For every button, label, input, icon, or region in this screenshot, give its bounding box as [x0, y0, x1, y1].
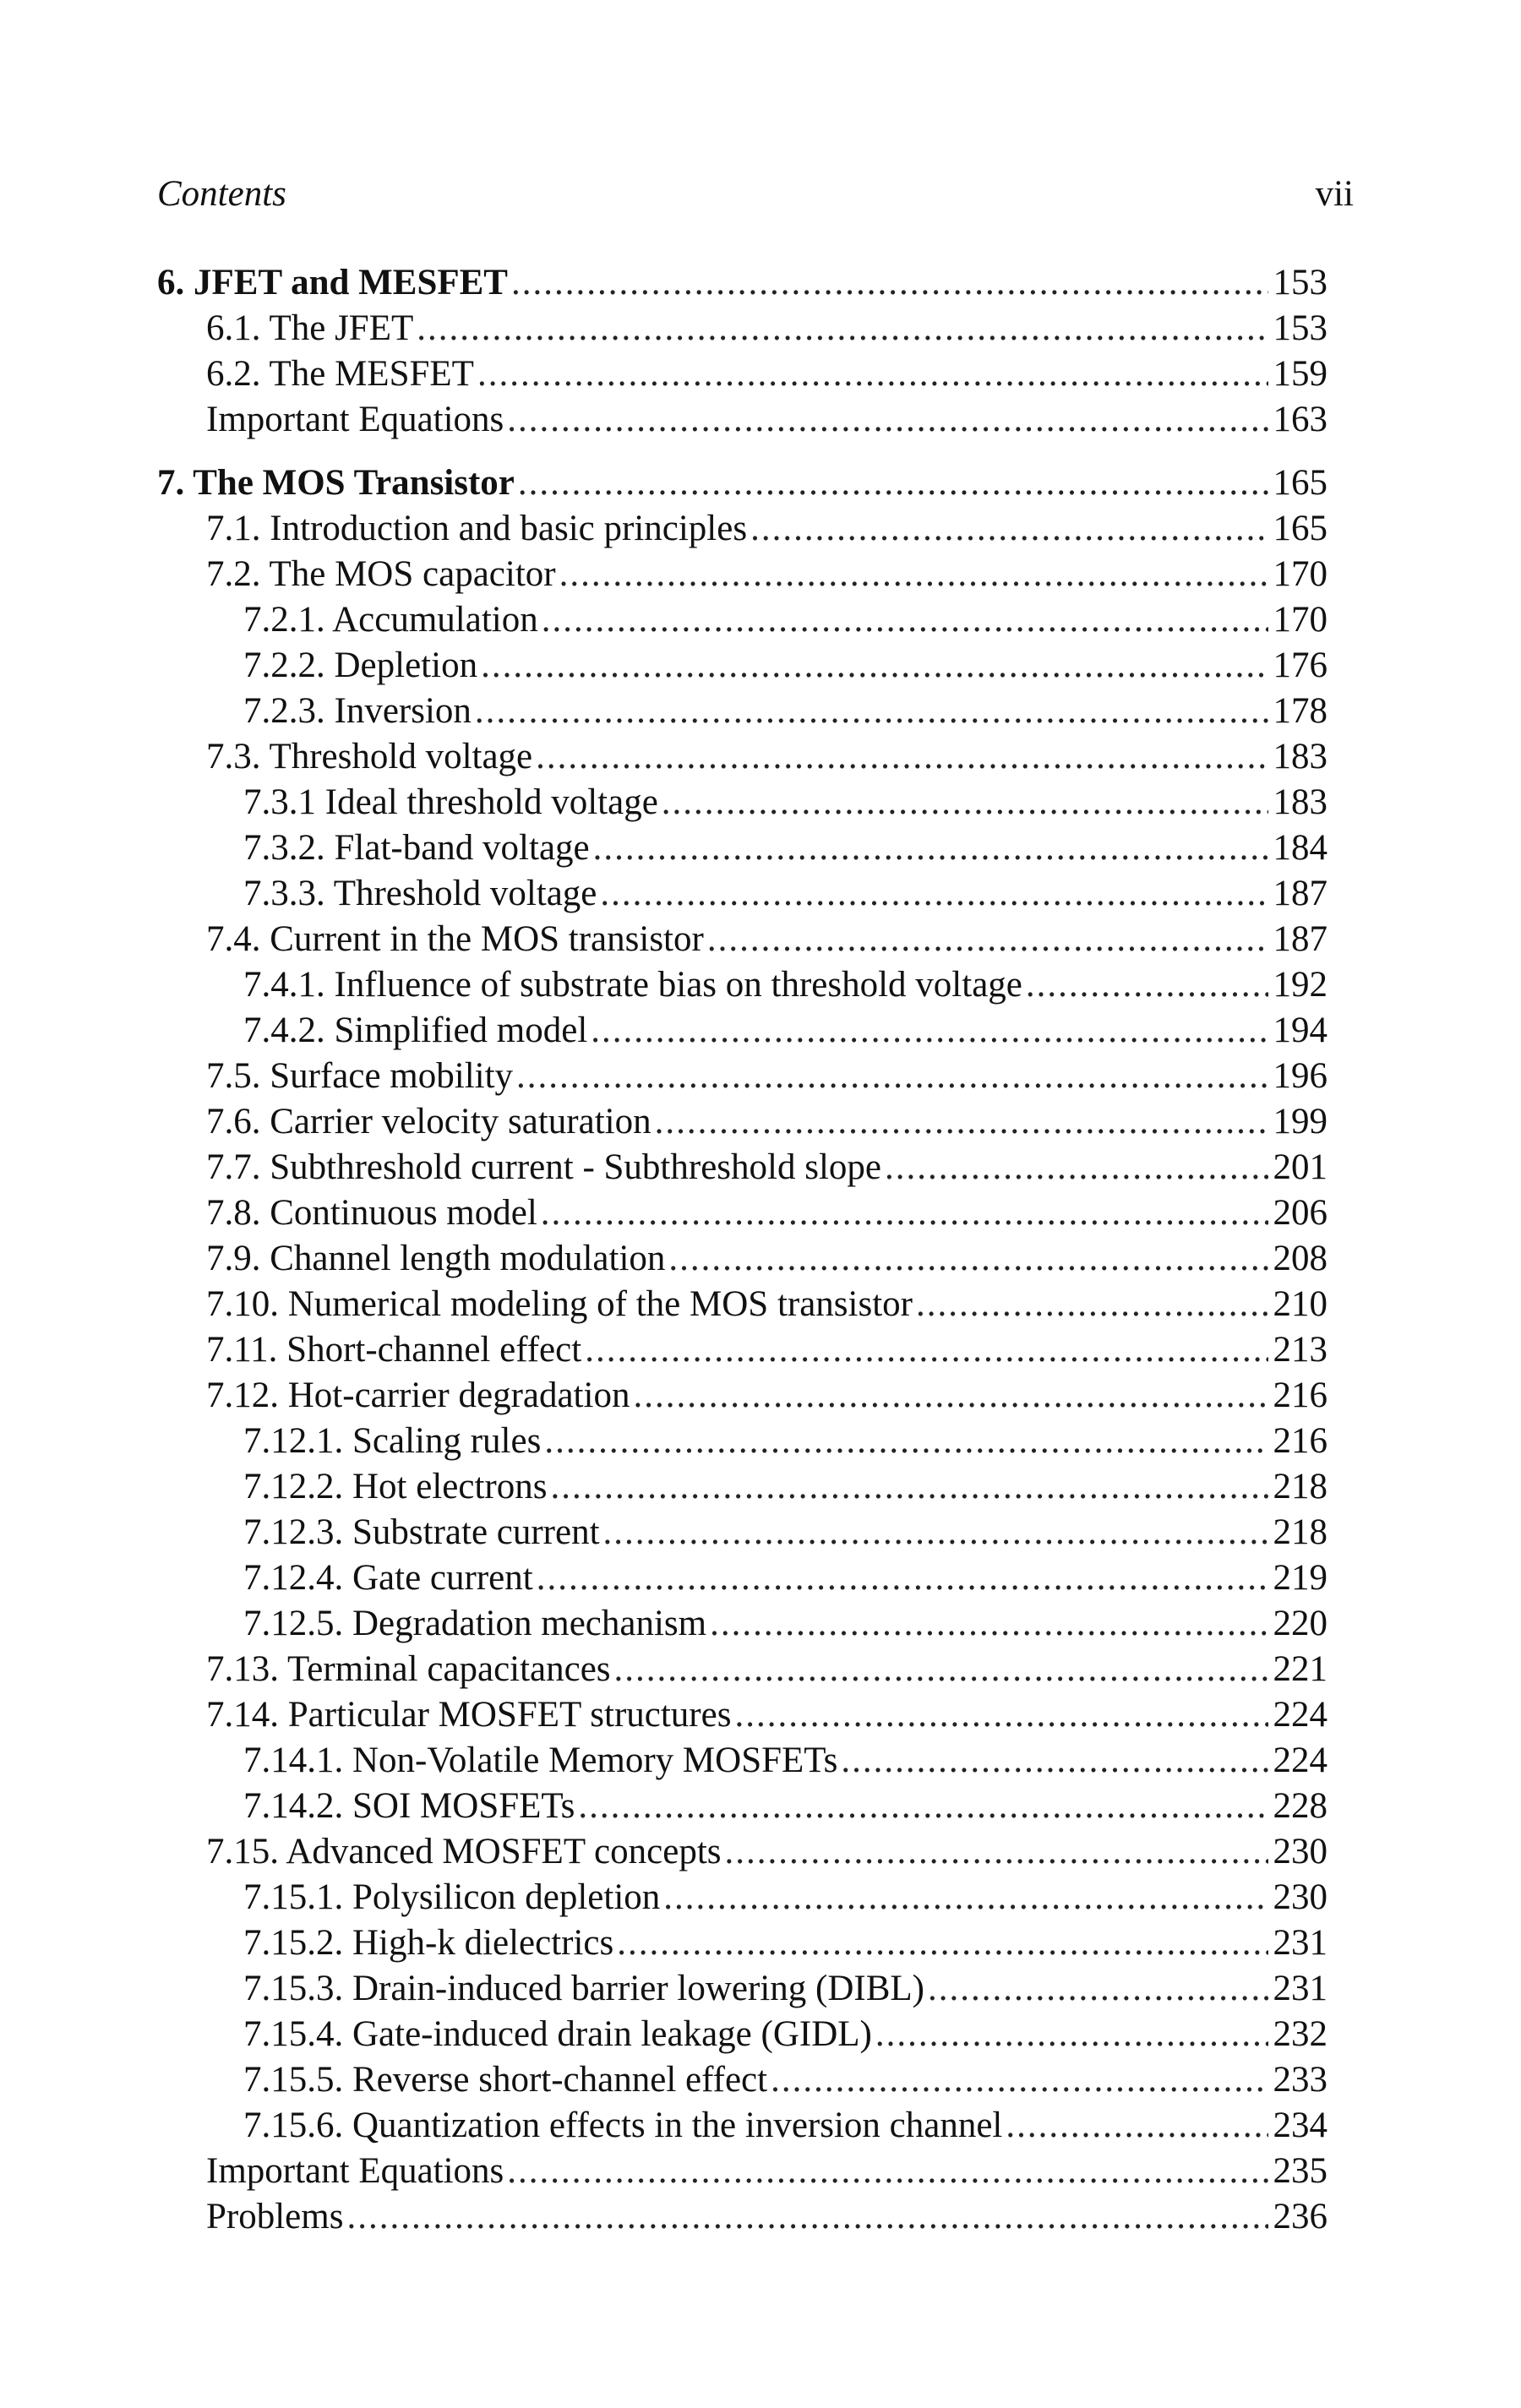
leader-dots: [578, 1784, 1268, 1829]
toc-entry-label: 7.12.4. Gate current: [243, 1558, 533, 1598]
toc-section: [157, 1282, 1327, 1327]
leader-dots: [916, 1282, 1268, 1327]
toc-subsection: [157, 597, 1327, 643]
toc-subsection: [157, 1601, 1327, 1647]
leader-dots: [541, 1190, 1268, 1236]
leader-dots: [593, 825, 1268, 871]
running-header-title: Contents: [157, 174, 286, 214]
toc-chapter: [157, 460, 1327, 506]
toc-section: [157, 397, 1327, 443]
leader-dots: [537, 1555, 1268, 1601]
toc-entry-page: 234: [1273, 2106, 1327, 2145]
toc-entry-page: 219: [1273, 1558, 1327, 1598]
toc-section: [157, 1054, 1327, 1099]
toc-section: [157, 2149, 1327, 2194]
toc-entry-page: 163: [1273, 400, 1327, 439]
toc-entry-page: 153: [1273, 308, 1327, 348]
leader-dots: [481, 643, 1268, 689]
toc-entry-label: Problems: [206, 2197, 344, 2236]
toc-entry-page: 224: [1273, 1695, 1327, 1735]
toc-entry-label: 7.8. Continuous model: [206, 1193, 537, 1233]
leader-dots: [585, 1327, 1268, 1373]
toc-entry-label: 7.2.3. Inversion: [243, 691, 472, 731]
toc-section: [157, 1647, 1327, 1692]
toc-entry-page: 184: [1273, 828, 1327, 868]
toc-entry-page: 187: [1273, 919, 1327, 959]
leader-dots: [603, 1510, 1268, 1555]
toc-entry-label: 7.12.3. Substrate current: [243, 1512, 600, 1552]
toc-entry-label: 7.3.1 Ideal threshold voltage: [243, 782, 658, 822]
toc-section: [157, 1829, 1327, 1875]
toc-entry-page: 159: [1273, 354, 1327, 394]
toc-entry-label: 7.10. Numerical modeling of the MOS transistor: [206, 1284, 913, 1324]
toc-entry-label: 7.4. Current in the MOS transistor: [206, 919, 704, 959]
toc-entry-page: 231: [1273, 1923, 1327, 1963]
toc-section: [157, 734, 1327, 780]
toc-entry-label: 7.3.2. Flat-band voltage: [243, 828, 590, 868]
toc-entry-page: 231: [1273, 1969, 1327, 2008]
toc-entry-label: 6.1. The JFET: [206, 308, 414, 348]
toc-entry-label: 7.15.3. Drain-induced barrier lowering (DIBL): [243, 1969, 924, 2008]
leader-dots: [734, 1692, 1268, 1738]
toc-entry-page: 224: [1273, 1741, 1327, 1780]
toc-subsection: [157, 1966, 1327, 2012]
toc-entry-page: 192: [1273, 965, 1327, 1005]
toc-entry-label: 7.12. Hot-carrier degradation: [206, 1376, 630, 1415]
toc-section: [157, 351, 1327, 397]
toc-entry-page: 178: [1273, 691, 1327, 731]
leader-dots: [663, 1875, 1268, 1920]
toc-subsection: [157, 1464, 1327, 1510]
toc-entry-page: 221: [1273, 1649, 1327, 1689]
toc-entry-label: 7.4.2. Simplified model: [243, 1011, 588, 1050]
leader-dots: [542, 597, 1268, 643]
toc-subsection: [157, 2103, 1327, 2149]
toc-entry-page: 194: [1273, 1011, 1327, 1050]
toc-subsection: [157, 1510, 1327, 1555]
toc-entry-label: 7.1. Introduction and basic principles: [206, 509, 748, 548]
toc-entry-label: 6. JFET and MESFET: [157, 263, 508, 302]
leader-dots: [617, 1920, 1268, 1966]
leader-dots: [511, 260, 1268, 306]
leader-dots: [559, 552, 1268, 597]
toc-section: [157, 917, 1327, 962]
toc-entry-page: 196: [1273, 1056, 1327, 1096]
toc-section: [157, 506, 1327, 552]
toc-section: [157, 1692, 1327, 1738]
toc-entry-label: 7.14.1. Non-Volatile Memory MOSFETs: [243, 1741, 838, 1780]
toc-entry-page: 216: [1273, 1376, 1327, 1415]
toc-entry-label: 7.4.1. Influence of substrate bias on threshold voltage: [243, 965, 1022, 1005]
toc-entry-page: 218: [1273, 1467, 1327, 1506]
leader-dots: [771, 2057, 1268, 2103]
leader-dots: [544, 1419, 1268, 1464]
toc-section: [157, 1099, 1327, 1145]
toc-entry-page: 206: [1273, 1193, 1327, 1233]
leader-dots: [710, 1601, 1268, 1647]
toc-entry-label: 7.3. Threshold voltage: [206, 737, 533, 776]
leader-dots: [516, 1054, 1268, 1099]
toc-entry-label: 6.2. The MESFET: [206, 354, 474, 394]
leader-dots: [550, 1464, 1268, 1510]
toc-entry-label: 7.13. Terminal capacitances: [206, 1649, 611, 1689]
toc-entry-label: 7.11. Short-channel effect: [206, 1330, 582, 1370]
toc-entry-page: 210: [1273, 1284, 1327, 1324]
toc-subsection: [157, 871, 1327, 917]
toc-entry-page: 187: [1273, 874, 1327, 913]
page-header: [157, 169, 1354, 220]
toc-subsection: [157, 780, 1327, 825]
toc-section: [157, 1145, 1327, 1190]
leader-dots: [655, 1099, 1268, 1145]
toc-subsection: [157, 1555, 1327, 1601]
leader-dots: [885, 1145, 1268, 1190]
toc-section: [157, 306, 1327, 351]
toc-entry-label: 7. The MOS Transistor: [157, 463, 515, 503]
toc-entry-label: 7.15.6. Quantization effects in the inversion channel: [243, 2106, 1003, 2145]
toc-entry-page: 230: [1273, 1832, 1327, 1871]
toc-section: [157, 2194, 1327, 2240]
toc-entry-label: 7.14.2. SOI MOSFETs: [243, 1786, 575, 1826]
toc-entry-label: 7.3.3. Threshold voltage: [243, 874, 597, 913]
toc-entry-page: 228: [1273, 1786, 1327, 1826]
toc-entry-page: 165: [1273, 509, 1327, 548]
leader-dots: [417, 306, 1268, 351]
toc-subsection: [157, 1419, 1327, 1464]
toc-entry-page: 199: [1273, 1102, 1327, 1141]
toc-entry-page: 216: [1273, 1421, 1327, 1461]
toc-subsection: [157, 1738, 1327, 1784]
toc-subsection: [157, 1008, 1327, 1054]
toc-subsection: [157, 2057, 1327, 2103]
toc-entry-label: 7.9. Channel length modulation: [206, 1239, 666, 1278]
leader-dots: [1026, 962, 1268, 1008]
toc-entry-label: 7.15.2. High-k dielectrics: [243, 1923, 614, 1963]
toc-entry-label: Important Equations: [206, 400, 504, 439]
toc-entry-page: 218: [1273, 1512, 1327, 1552]
toc-entry-page: 220: [1273, 1604, 1327, 1643]
toc-entry-label: 7.15.1. Polysilicon depletion: [243, 1877, 661, 1917]
toc-entry-page: 230: [1273, 1877, 1327, 1917]
toc-entry-page: 183: [1273, 782, 1327, 822]
toc-entry-page: 201: [1273, 1147, 1327, 1187]
toc-subsection: [157, 2012, 1327, 2057]
toc-entry-page: 183: [1273, 737, 1327, 776]
toc-entry-page: 170: [1273, 600, 1327, 640]
toc-entry-label: 7.12.5. Degradation mechanism: [243, 1604, 707, 1643]
toc-entry-page: 213: [1273, 1330, 1327, 1370]
toc-chapter: [157, 260, 1327, 306]
toc-subsection: [157, 1784, 1327, 1829]
leader-dots: [725, 1829, 1268, 1875]
table-of-contents: [157, 260, 1327, 2240]
toc-entry-label: 7.12.2. Hot electrons: [243, 1467, 548, 1506]
leader-dots: [875, 2012, 1268, 2057]
leader-dots: [1006, 2103, 1268, 2149]
leader-dots: [475, 689, 1268, 734]
toc-entry-label: 7.2.2. Depletion: [243, 646, 478, 685]
leader-dots: [536, 734, 1268, 780]
toc-entry-label: 7.2.1. Accumulation: [243, 600, 538, 640]
toc-subsection: [157, 825, 1327, 871]
leader-dots: [507, 2149, 1268, 2194]
leader-dots: [668, 1236, 1268, 1282]
toc-entry-label: 7.14. Particular MOSFET structures: [206, 1695, 732, 1735]
leader-dots: [518, 460, 1268, 506]
toc-section: [157, 1327, 1327, 1373]
toc-entry-page: 165: [1273, 463, 1327, 503]
toc-entry-label: 7.6. Carrier velocity saturation: [206, 1102, 651, 1141]
leader-dots: [600, 871, 1268, 917]
toc-subsection: [157, 962, 1327, 1008]
toc-entry-label: 7.7. Subthreshold current - Subthreshold slope: [206, 1147, 881, 1187]
toc-section: [157, 1190, 1327, 1236]
toc-subsection: [157, 1875, 1327, 1920]
toc-section: [157, 1236, 1327, 1282]
toc-entry-label: Important Equations: [206, 2151, 504, 2191]
toc-entry-page: 236: [1273, 2197, 1327, 2236]
leader-dots: [346, 2194, 1268, 2240]
toc-entry-page: 233: [1273, 2060, 1327, 2100]
leader-dots: [928, 1966, 1268, 2012]
toc-entry-page: 176: [1273, 646, 1327, 685]
toc-subsection: [157, 643, 1327, 689]
leader-dots: [750, 506, 1268, 552]
leader-dots: [841, 1738, 1268, 1784]
toc-entry-page: 208: [1273, 1239, 1327, 1278]
toc-entry-page: 153: [1273, 263, 1327, 302]
toc-entry-page: 170: [1273, 554, 1327, 594]
toc-entry-label: 7.15. Advanced MOSFET concepts: [206, 1832, 722, 1871]
page-number: vii: [1315, 174, 1354, 214]
toc-entry-label: 7.15.5. Reverse short-channel effect: [243, 2060, 768, 2100]
toc-entry-label: 7.15.4. Gate-induced drain leakage (GIDL): [243, 2014, 872, 2054]
toc-subsection: [157, 689, 1327, 734]
leader-dots: [707, 917, 1268, 962]
toc-entry-label: 7.5. Surface mobility: [206, 1056, 514, 1096]
leader-dots: [614, 1647, 1268, 1692]
leader-dots: [591, 1008, 1268, 1054]
toc-entry-page: 235: [1273, 2151, 1327, 2191]
toc-entry-page: 232: [1273, 2014, 1327, 2054]
leader-dots: [507, 397, 1268, 443]
toc-section: [157, 552, 1327, 597]
toc-subsection: [157, 1920, 1327, 1966]
toc-entry-label: 7.12.1. Scaling rules: [243, 1421, 542, 1461]
toc-entry-label: 7.2. The MOS capacitor: [206, 554, 556, 594]
leader-dots: [662, 780, 1268, 825]
leader-dots: [633, 1373, 1268, 1419]
leader-dots: [477, 351, 1268, 397]
toc-section: [157, 1373, 1327, 1419]
